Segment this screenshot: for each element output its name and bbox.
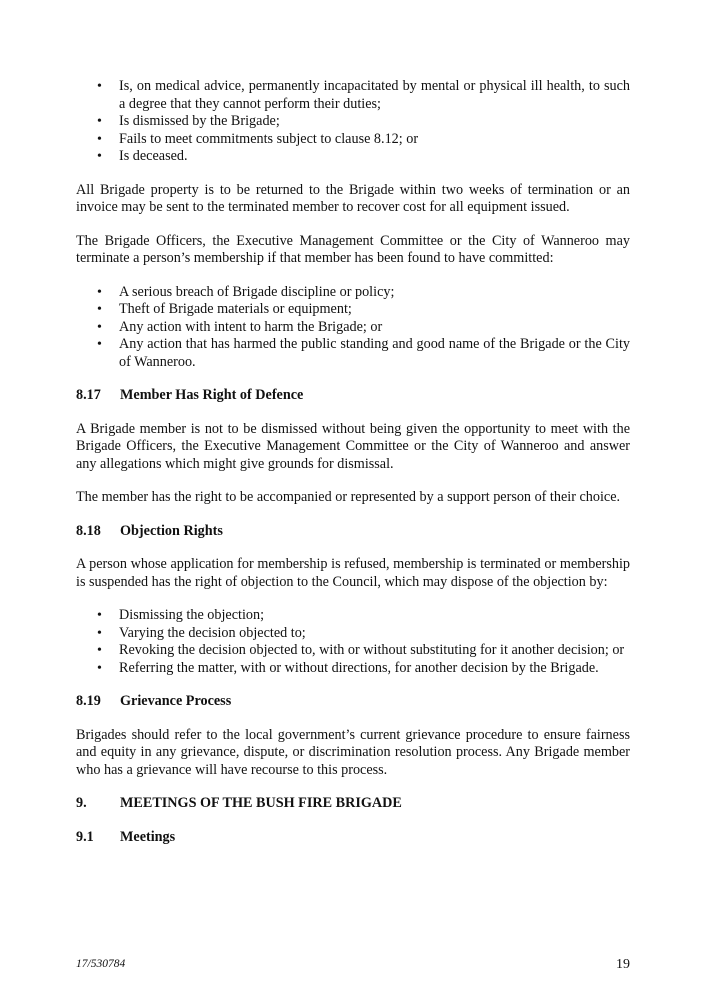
list-item: • Fails to meet commitments subject to clause 8.12; or: [76, 131, 630, 149]
page-content: [76, 78, 630, 846]
document-reference: 17/530784: [76, 958, 126, 970]
list-item: • Varying the decision objected to;: [76, 625, 630, 643]
property-return-paragraph: All Brigade property is to be returned to the Brigade within two weeks of termination or an invoice may be sent to the terminated member to recover cost for all equipment issued.: [76, 181, 630, 215]
section-number: 8.17: [76, 387, 101, 403]
list-item: • Is dismissed by the Brigade;: [76, 113, 630, 131]
objection-options-list: [76, 607, 630, 677]
grievance-paragraph: Brigades should refer to the local government’s current grievance procedure to ensure fairness and equity in any grievance, dispute, or discrimination resolution process. Any Brigade member who has a grievance will have recourse to this process.: [76, 726, 630, 778]
list-item: • Any action that has harmed the public standing and good name of the Brigade or the City of Wanneroo.: [76, 336, 630, 371]
misconduct-list: [76, 284, 630, 372]
page-number: 19: [616, 957, 630, 972]
list-item: • A serious breach of Brigade discipline or policy;: [76, 284, 630, 302]
section-number: 9.1: [76, 828, 94, 845]
section-number: 8.19: [76, 693, 101, 709]
section-heading-8-17: [76, 387, 630, 405]
section-heading-9-1: [76, 829, 630, 847]
list-item: • Is, on medical advice, permanently incapacitated by mental or physical ill health, to such a degree that they cannot perform their duties;: [76, 78, 630, 113]
section-title: Grievance Process: [120, 693, 232, 709]
termination-conditions-list: [76, 78, 630, 166]
section-heading-8-18: [76, 523, 630, 541]
support-person-paragraph: The member has the right to be accompanied or represented by a support person of their choice.: [76, 489, 621, 505]
termination-authority-paragraph: The Brigade Officers, the Executive Management Committee or the City of Wanneroo may terminate a person’s membership if that member has been found to have committed:: [76, 232, 630, 266]
section-number: 8.18: [76, 522, 101, 539]
section-heading-9: [76, 795, 630, 813]
section-title: Member Has Right of Defence: [120, 387, 304, 403]
section-title: Objection Rights: [120, 522, 223, 539]
list-item: • Dismissing the objection;: [76, 607, 630, 625]
list-item: • Is deceased.: [76, 148, 630, 166]
objection-paragraph: A person whose application for membership is refused, membership is terminated or membership is suspended has the right of objection to the Council, which may dispose of the objection by:: [76, 556, 630, 590]
list-item: • Referring the matter, with or without directions, for another decision by the Brigade.: [76, 660, 630, 678]
defence-paragraph: A Brigade member is not to be dismissed without being given the opportunity to meet with the Brigade Officers, the Executive Management Committee or the City of Wanneroo and answer any allegations which might give grounds for dismissal.: [76, 420, 630, 472]
list-item: • Theft of Brigade materials or equipment;: [76, 301, 630, 319]
section-number: 9.: [76, 795, 87, 811]
section-title: Meetings: [120, 828, 176, 845]
section-heading-8-19: [76, 693, 630, 711]
section-title: MEETINGS OF THE BUSH FIRE BRIGADE: [120, 795, 402, 811]
list-item: • Revoking the decision objected to, with or without substituting for it another decision; or: [76, 642, 630, 660]
list-item: • Any action with intent to harm the Brigade; or: [76, 319, 630, 337]
